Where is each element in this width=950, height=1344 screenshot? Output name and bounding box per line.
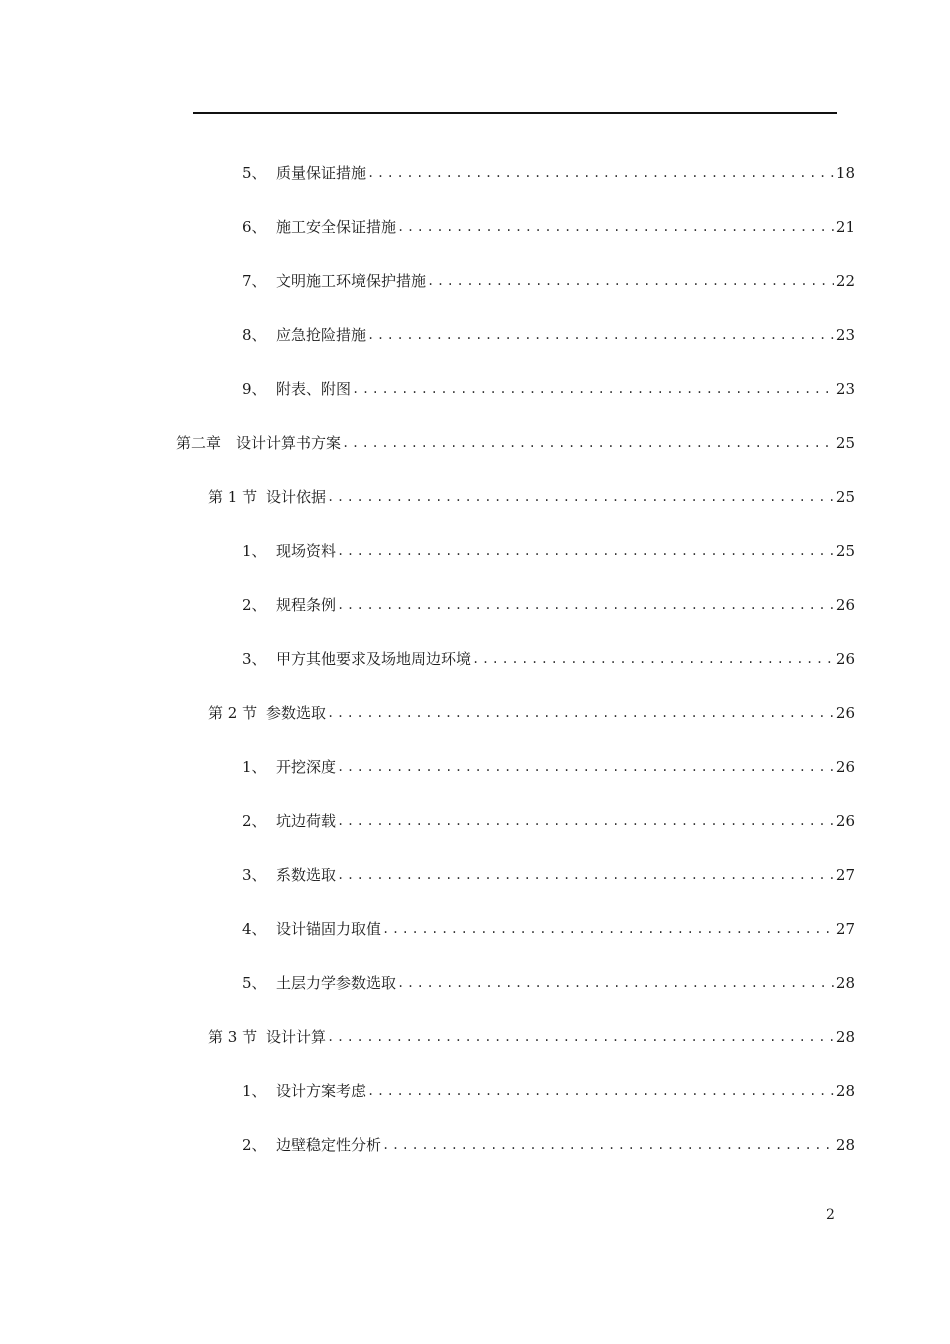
toc-dot-leader xyxy=(382,1133,834,1157)
toc-entry-title: 现场资料 xyxy=(276,542,337,560)
toc-entry-title: 规程条例 xyxy=(276,596,337,614)
toc-entry-page: 23 xyxy=(835,380,855,398)
toc-entry-title: 参数选取 xyxy=(266,704,327,722)
toc-dot-leader xyxy=(397,971,834,995)
toc-entry-title: 甲方其他要求及场地周边环境 xyxy=(276,650,472,668)
toc-chapter-entry[interactable] xyxy=(176,431,855,455)
toc-dot-leader xyxy=(382,917,834,941)
toc-entry-number: 第 1 节 xyxy=(208,488,258,506)
toc-dot-leader xyxy=(427,269,834,293)
toc-entry-title: 设计方案考虑 xyxy=(276,1082,367,1100)
toc-entry-page: 26 xyxy=(835,704,855,722)
toc-entry-title: 边壁稳定性分析 xyxy=(276,1136,382,1154)
toc-entry-page: 27 xyxy=(835,920,855,938)
toc-entry-page: 27 xyxy=(835,866,855,884)
toc-entry-page: 28 xyxy=(835,1028,855,1046)
toc-dot-leader xyxy=(342,431,834,455)
toc-entry-title: 坑边荷载 xyxy=(276,812,337,830)
toc-entry-page: 23 xyxy=(835,326,855,344)
toc-dot-leader xyxy=(337,755,834,779)
toc-entry[interactable] xyxy=(242,323,855,347)
toc-entry-page: 25 xyxy=(835,542,855,560)
toc-entry-number: 1、 xyxy=(242,542,267,560)
toc-entry-page: 26 xyxy=(835,758,855,776)
toc-entry-page: 25 xyxy=(835,488,855,506)
toc-entry-title: 系数选取 xyxy=(276,866,337,884)
toc-entry-title: 设计计算 xyxy=(266,1028,327,1046)
toc-dot-leader xyxy=(367,323,834,347)
toc-entry[interactable] xyxy=(242,863,855,887)
toc-dot-leader xyxy=(337,809,834,833)
toc-entry-title: 设计依据 xyxy=(266,488,327,506)
toc-entry-title: 文明施工环境保护措施 xyxy=(276,272,427,290)
toc-entry-page: 25 xyxy=(835,434,855,452)
toc-entry-number: 4、 xyxy=(242,920,267,938)
toc-dot-leader xyxy=(337,539,834,563)
toc-entry-page: 28 xyxy=(835,974,855,992)
page-number: 2 xyxy=(826,1207,835,1223)
toc-entry-title: 开挖深度 xyxy=(276,758,337,776)
toc-entry-page: 28 xyxy=(835,1136,855,1154)
toc-entry-number: 5、 xyxy=(242,164,267,182)
toc-entry-page: 21 xyxy=(835,218,855,236)
toc-entry[interactable] xyxy=(242,917,855,941)
toc-entry-page: 28 xyxy=(835,1082,855,1100)
toc-dot-leader xyxy=(472,647,834,671)
toc-dot-leader xyxy=(337,593,834,617)
toc-entry[interactable] xyxy=(242,1079,855,1103)
toc-entry-page: 26 xyxy=(835,812,855,830)
toc-entry-number: 2、 xyxy=(242,596,267,614)
toc-entry-number: 3、 xyxy=(242,650,267,668)
toc-dot-leader xyxy=(327,701,834,725)
toc-entry-title: 设计计算书方案 xyxy=(236,434,342,452)
toc-entry[interactable] xyxy=(242,269,855,293)
toc-section-entry[interactable] xyxy=(208,1025,855,1049)
toc-dot-leader xyxy=(367,1079,834,1103)
toc-entry-page: 26 xyxy=(835,650,855,668)
toc-entry-page: 18 xyxy=(835,164,855,182)
toc-entry-title: 应急抢险措施 xyxy=(276,326,367,344)
toc-entry[interactable] xyxy=(242,1133,855,1157)
toc-dot-leader xyxy=(352,377,834,401)
header-rule xyxy=(193,112,837,114)
toc-dot-leader xyxy=(337,863,834,887)
toc-entry-title: 附表、附图 xyxy=(276,380,352,398)
toc-entry[interactable] xyxy=(242,809,855,833)
toc-entry-title: 土层力学参数选取 xyxy=(276,974,397,992)
toc-dot-leader xyxy=(397,215,834,239)
toc-entry-number: 第 2 节 xyxy=(208,704,258,722)
toc-entry-number: 6、 xyxy=(242,218,267,236)
toc-entry-number: 2、 xyxy=(242,1136,267,1154)
toc-entry[interactable] xyxy=(242,161,855,185)
toc-entry-number: 第 3 节 xyxy=(208,1028,258,1046)
toc-entry-number: 3、 xyxy=(242,866,267,884)
toc-entry-number: 1、 xyxy=(242,758,267,776)
toc-entry-title: 施工安全保证措施 xyxy=(276,218,397,236)
toc-dot-leader xyxy=(367,161,834,185)
toc-entry[interactable] xyxy=(242,971,855,995)
toc-dot-leader xyxy=(327,1025,834,1049)
toc-entry[interactable] xyxy=(242,647,855,671)
toc-entry-number: 1、 xyxy=(242,1082,267,1100)
toc-entry-number: 9、 xyxy=(242,380,267,398)
toc-entry-title: 质量保证措施 xyxy=(276,164,367,182)
toc-entry[interactable] xyxy=(242,377,855,401)
toc-entry-page: 22 xyxy=(835,272,855,290)
toc-entry[interactable] xyxy=(242,215,855,239)
toc-entry-number: 8、 xyxy=(242,326,267,344)
toc-entry-number: 5、 xyxy=(242,974,267,992)
toc-entry-number: 2、 xyxy=(242,812,267,830)
toc-section-entry[interactable] xyxy=(208,701,855,725)
toc-section-entry[interactable] xyxy=(208,485,855,509)
toc-entry[interactable] xyxy=(242,593,855,617)
toc-dot-leader xyxy=(327,485,834,509)
toc-entry-number: 7、 xyxy=(242,272,267,290)
toc-entry[interactable] xyxy=(242,755,855,779)
toc-entry-title: 设计锚固力取值 xyxy=(276,920,382,938)
toc-entry[interactable] xyxy=(242,539,855,563)
toc-entry-number: 第二章 xyxy=(176,434,222,452)
toc-entry-page: 26 xyxy=(835,596,855,614)
